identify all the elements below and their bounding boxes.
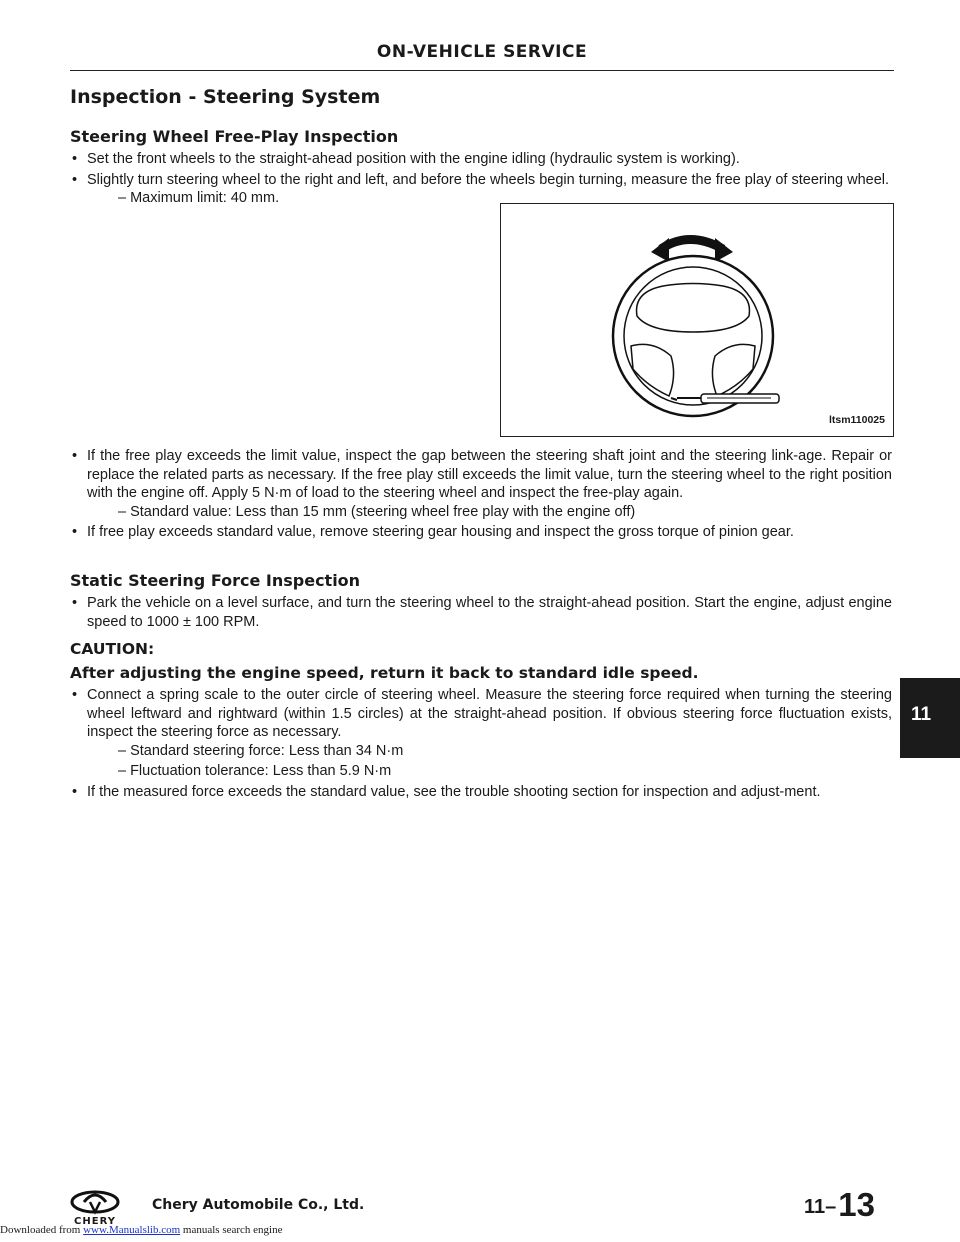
bullet-text: Slightly turn steering wheel to the right and left, and before the wheels begin turning, measure the free play of steering wheel. [87,171,890,188]
page-chapter: 11– [804,1196,837,1218]
bullet-text: If the measured force exceeds the standard value, see the trouble shooting section for inspection and adjust-ment. [87,783,821,800]
bullet-text: Park the vehicle on a level surface, and turn the steering wheel to the straight-ahead position. Start the engine, adjust engine speed to 1000 ± 100 RPM. [87,595,892,630]
static-force-list-bottom [70,686,892,803]
figure-label: ltsm110025 [828,414,885,426]
chapter-tab [900,678,960,758]
bullet-icon: • [72,448,78,464]
free-play-list-bottom [70,447,892,544]
list-item [70,171,892,208]
page-number [804,1186,875,1224]
arrow-left-head [651,238,669,262]
dash-mark: – [118,763,127,779]
bullet-icon: • [72,687,78,703]
spec-text: Maximum limit: 40 mm. [130,190,280,206]
bullet-icon: • [72,524,78,540]
spec-line [87,742,892,761]
static-force-list-top [70,594,892,633]
header-section-title: ON-VEHICLE SERVICE [376,42,588,62]
page-header [70,38,894,71]
brand-wordmark: CHERY [74,1216,116,1227]
bullet-text: If free play exceeds standard value, remove steering gear housing and inspect the gross torque of pinion gear. [87,524,794,540]
bullet-icon: • [72,783,78,800]
chapter-tab-number: 11 [911,704,932,725]
free-play-heading: Steering Wheel Free-Play Inspection [70,127,399,146]
spec-line [87,503,892,522]
download-note [0,1224,282,1236]
turn-arrow-arc [661,240,723,250]
download-prefix: Downloaded from [0,1224,84,1236]
free-play-list-top [70,150,892,210]
bullet-text: Set the front wheels to the straight-ahead position with the engine idling (hydraulic system is working). [87,151,740,167]
list-item [70,594,892,631]
arrow-right-head [715,238,733,262]
spec-text: Standard value: Less than 15 mm (steering wheel free play with the engine off) [130,503,636,520]
bullet-icon: • [72,595,78,611]
dash-mark: – [118,503,127,520]
page-title: Inspection - Steering System [70,86,381,108]
page-index: 13 [838,1186,875,1223]
chery-logo-icon [70,1190,120,1216]
bullet-text: If the free play exceeds the limit value, inspect the gap between the steering shaft joint and the steering link-age. Repair or replace the related parts as necessary. If the free play still exceeds the limit value, turn the steering wheel to the right position with the engine off. Apply 5 N·m of load to the steering wheel and inspect the free-play again. [87,448,892,501]
list-item [70,150,892,169]
bullet-text: Connect a spring scale to the outer circle of steering wheel. Measure the steering force required when turning the steering wheel leftward and rightward (within 1.5 circles) at the straight-ahead position. If obvious steering force fluctuation exists, inspect the steering force as necessary. [87,687,892,740]
bullet-icon: • [72,151,78,167]
wheel-outer-ring [613,256,773,416]
bullet-icon: • [72,171,78,188]
list-item [70,447,892,521]
list-item [70,783,892,802]
spec-line [87,762,892,781]
company-name: Chery Automobile Co., Ltd. [152,1197,365,1213]
static-force-heading: Static Steering Force Inspection [70,571,361,590]
caution-text: After adjusting the engine speed, return it back to standard idle speed. [70,664,699,682]
spec-text: Standard steering force: Less than 34 N·m [130,742,404,759]
steering-wheel-figure [500,203,894,437]
dash-mark: – [118,190,127,206]
caution-label: CAUTION: [70,640,155,658]
download-suffix: manuals search engine [180,1224,283,1236]
manualslib-link[interactable]: www.Manualslib.com [83,1224,181,1236]
list-item [70,686,892,781]
list-item [70,523,892,542]
spec-text: Fluctuation tolerance: Less than 5.9 N·m [130,763,392,779]
steering-wheel-illustration [501,204,895,438]
dash-mark: – [118,742,127,759]
